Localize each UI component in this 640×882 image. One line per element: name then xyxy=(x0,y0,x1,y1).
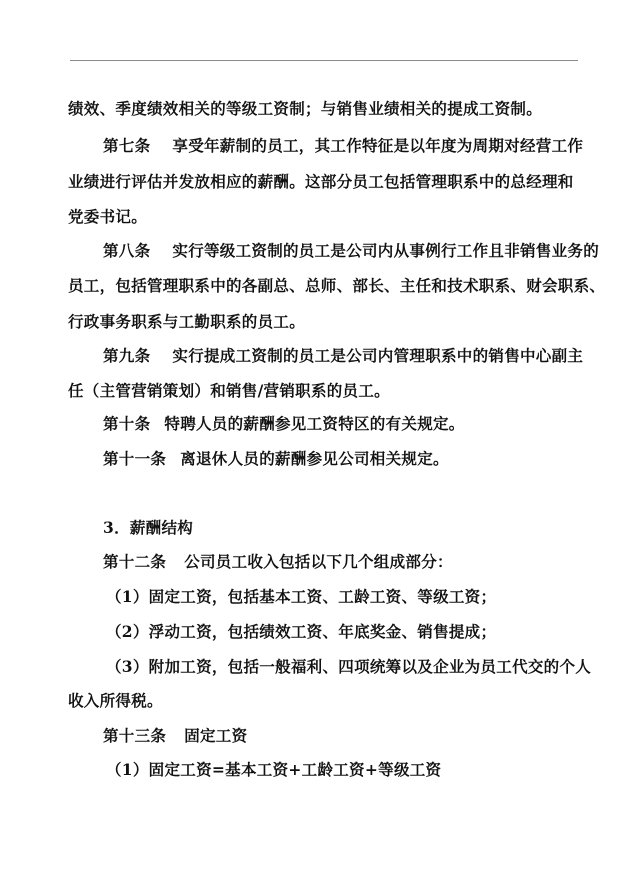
text-line: 绩效、季度绩效相关的等级工资制；与销售业绩相关的提成工资制。 xyxy=(68,99,543,118)
article-number: 第七条 xyxy=(103,136,151,155)
article-number: 第八条 xyxy=(103,241,151,260)
list-item: （1）固定工资=基本工资+工龄工资+等级工资 xyxy=(106,760,442,779)
article-text: 享受年薪制的员工，其工作特征是以年度为周期对经营工作 xyxy=(172,136,584,155)
text-line: 党委书记。 xyxy=(68,207,148,226)
list-item: （3）附加工资，包括一般福利、四项统筹以及企业为员工代交的个人 xyxy=(106,657,592,676)
list-item: （1）固定工资，包括基本工资、工龄工资、等级工资； xyxy=(106,587,497,606)
text-line: 员工，包括管理职系中的各副总、总师、部长、主任和技术职系、财会职系、 xyxy=(68,276,606,295)
article-9-line xyxy=(103,346,583,366)
article-number: 第十三条 xyxy=(103,726,167,745)
article-8-line xyxy=(103,241,599,261)
text-line: 收入所得税。 xyxy=(68,691,163,710)
article-13-line xyxy=(103,726,247,746)
article-text: 实行提成工资制的员工是公司内管理职系中的销售中心副主 xyxy=(172,346,584,365)
article-text: 离退休人员的薪酬参见公司相关规定。 xyxy=(180,449,449,468)
article-7-line xyxy=(103,136,583,156)
article-text: 公司员工收入包括以下几个组成部分： xyxy=(184,552,453,571)
article-11-line xyxy=(103,449,449,469)
article-text: 固定工资 xyxy=(184,726,248,745)
text-line: 行政事务职系与工勤职系的员工。 xyxy=(68,312,306,331)
header-rule xyxy=(70,60,578,61)
section-heading: 3．薪酬结构 xyxy=(103,518,194,537)
article-number: 第十条 xyxy=(103,414,151,433)
article-number: 第十一条 xyxy=(103,449,167,468)
article-text: 实行等级工资制的员工是公司内从事例行工作且非销售业务的 xyxy=(172,241,600,260)
article-10-line xyxy=(103,414,465,434)
article-text: 特聘人员的薪酬参见工资特区的有关规定。 xyxy=(164,414,465,433)
text-line: 任（主管营销策划）和销售/营销职系的员工。 xyxy=(68,381,390,400)
article-12-line xyxy=(103,552,453,572)
article-number: 第九条 xyxy=(103,346,151,365)
text-line: 业绩进行评估并发放相应的薪酬。这部分员工包括管理职系中的总经理和 xyxy=(68,172,574,191)
article-number: 第十二条 xyxy=(103,552,167,571)
list-item: （2）浮动工资，包括绩效工资、年底奖金、销售提成； xyxy=(106,622,497,641)
